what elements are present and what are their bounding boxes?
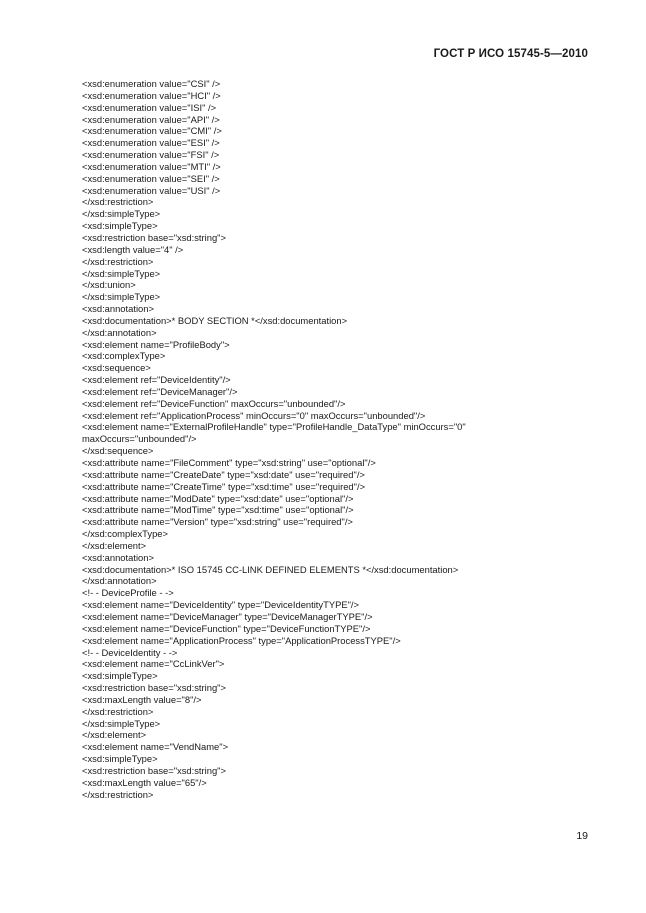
code-line: <!- - DeviceProfile - -> xyxy=(82,587,174,599)
code-line: <xsd:element name="DeviceFunction" type="DeviceFunctionTYPE"/> xyxy=(82,622,371,634)
code-line: <xsd:length value="4" /> xyxy=(82,243,184,255)
code-line: <xsd:documentation>* BODY SECTION *</xsd:documentation> xyxy=(82,314,348,326)
code-line: <xsd:enumeration value="USI" /> xyxy=(82,184,221,196)
page-number: 19 xyxy=(576,830,588,842)
code-line: <xsd:restriction base="xsd:string"> xyxy=(82,231,226,243)
code-line: <xsd:element name="VendName"> xyxy=(82,741,229,753)
code-line: <xsd:simpleType> xyxy=(82,753,158,765)
code-line: <xsd:attribute name="FileComment" type="xsd:string" use="optional"/> xyxy=(82,457,376,468)
code-line: <xsd:attribute name="CreateTime" type="xsd:time" use="required"/> xyxy=(82,480,366,492)
code-line: <xsd:element ref="DeviceFunction" maxOccurs="unbounded"/> xyxy=(82,397,346,409)
code-line: <xsd:enumeration value="CSI" /> xyxy=(82,78,221,89)
code-line: </xsd:simpleType> xyxy=(82,267,161,279)
code-line: <xsd:element name="ProfileBody"> xyxy=(82,338,230,350)
code-line: </xsd:simpleType> xyxy=(82,717,161,729)
code-line: <xsd:complexType> xyxy=(82,350,166,362)
code-line: </xsd:complexType> xyxy=(82,528,168,540)
code-line: <xsd:enumeration value="ISI" /> xyxy=(82,101,217,113)
code-line: <xsd:restriction base="xsd:string"> xyxy=(82,682,226,694)
code-line: </xsd:sequence> xyxy=(82,445,154,457)
code-line: </xsd:union> xyxy=(82,279,136,291)
code-line: <xsd:annotation> xyxy=(82,551,154,563)
code-line: <xsd:restriction base="xsd:string"> xyxy=(82,764,226,776)
code-line: <!- - DeviceIdentity - -> xyxy=(82,646,178,658)
code-line: <xsd:enumeration value="ESI" /> xyxy=(82,137,220,149)
code-line: <xsd:element name="ExternalProfileHandle" type="ProfileHandle_DataType" minOccurs="0" xyxy=(82,421,466,433)
code-line: <xsd:attribute name="ModDate" type="xsd:date" use="optional"/> xyxy=(82,492,354,504)
code-line: </xsd:restriction> xyxy=(82,705,154,717)
code-line: <xsd:enumeration value="HCI" /> xyxy=(82,89,221,101)
code-line: <xsd:simpleType> xyxy=(82,670,158,682)
code-line: <xsd:element name="DeviceManager" type="DeviceManagerTYPE"/> xyxy=(82,610,373,622)
code-line: </xsd:element> xyxy=(82,539,147,551)
code-line: <xsd:maxLength value="65"/> xyxy=(82,776,207,788)
code-line: <xsd:element ref="DeviceManager"/> xyxy=(82,385,238,397)
code-line: <xsd:simpleType> xyxy=(82,220,158,232)
code-line: </xsd:element> xyxy=(82,729,147,741)
code-line: </xsd:simpleType> xyxy=(82,208,161,220)
code-line: <xsd:attribute name="Version" type="xsd:string" use="required"/> xyxy=(82,516,353,528)
code-line: <xsd:enumeration value="SEI" /> xyxy=(82,172,220,184)
code-line: <xsd:enumeration value="FSI" /> xyxy=(82,149,220,161)
code-line: </xsd:annotation> xyxy=(82,575,157,587)
code-line: <xsd:enumeration value="MTI" /> xyxy=(82,160,221,172)
standard-code-header: ГОСТ Р ИСО 15745-5—2010 xyxy=(433,48,588,60)
code-line: <xsd:element name="DeviceIdentity" type="DeviceIdentityTYPE"/> xyxy=(82,599,359,611)
code-line: <xsd:enumeration value="CMI" /> xyxy=(82,125,222,137)
code-line: </xsd:annotation> xyxy=(82,326,157,338)
code-line: <xsd:sequence> xyxy=(82,362,151,374)
code-line: </xsd:simpleType> xyxy=(82,291,161,303)
code-line: <xsd:element ref="DeviceIdentity"/> xyxy=(82,374,231,386)
code-line: <xsd:enumeration value="API" /> xyxy=(82,113,220,125)
code-line: <xsd:element name="ApplicationProcess" type="ApplicationProcessTYPE"/> xyxy=(82,634,401,646)
code-line: </xsd:restriction> xyxy=(82,196,154,208)
code-line: <xsd:element ref="ApplicationProcess" minOccurs="0" maxOccurs="unbounded"/> xyxy=(82,409,426,421)
code-line: maxOccurs="unbounded"/> xyxy=(82,433,197,445)
code-line: <xsd:maxLength value="8"/> xyxy=(82,693,202,705)
code-line: <xsd:attribute name="ModTime" type="xsd:time" use="optional"/> xyxy=(82,504,354,516)
code-line: <xsd:attribute name="CreateDate" type="xsd:date" use="required"/> xyxy=(82,468,365,480)
code-line: <xsd:documentation>* ISO 15745 CC-LINK DEFINED ELEMENTS *</xsd:documentation> xyxy=(82,563,459,575)
xsd-code-listing xyxy=(82,78,592,800)
code-line: </xsd:restriction> xyxy=(82,255,154,267)
code-line: <xsd:element name="CcLinkVer"> xyxy=(82,658,225,670)
code-line: </xsd:restriction> xyxy=(82,788,154,800)
code-line: <xsd:annotation> xyxy=(82,303,154,315)
